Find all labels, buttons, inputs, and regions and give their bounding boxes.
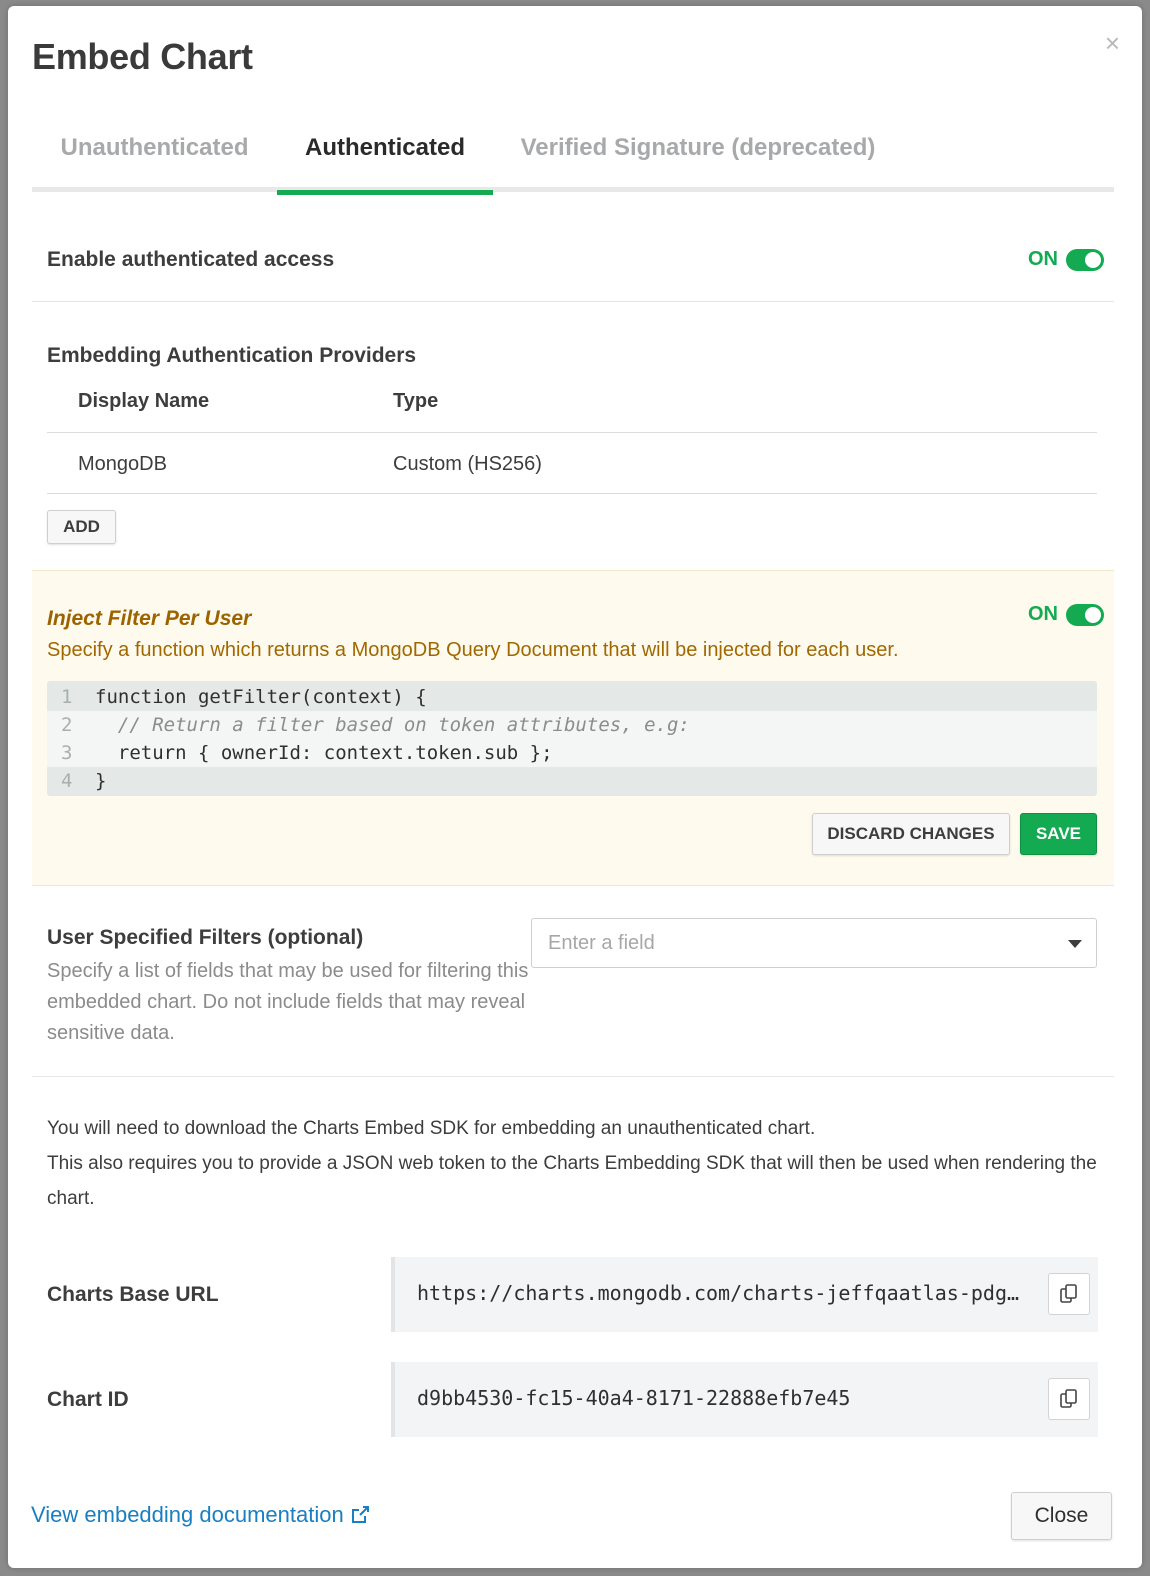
code-line bbox=[47, 767, 1097, 795]
code-line bbox=[47, 683, 1097, 711]
line-number: 1 bbox=[61, 686, 73, 708]
user-filters-heading: User Specified Filters (optional) bbox=[47, 926, 364, 949]
provider-type: Custom (HS256) bbox=[393, 453, 542, 475]
copy-base-url-button[interactable] bbox=[1048, 1273, 1090, 1315]
table-row bbox=[47, 433, 1097, 494]
embedding-docs-link[interactable] bbox=[31, 1502, 370, 1528]
modal-title: Embed Chart bbox=[32, 36, 253, 77]
providers-heading: Embedding Authentication Providers bbox=[47, 344, 417, 367]
embed-chart-modal bbox=[8, 6, 1142, 1568]
table-header-row bbox=[47, 378, 1097, 433]
column-header-display-name: Display Name bbox=[78, 390, 210, 412]
code-text: } bbox=[95, 770, 107, 792]
copy-icon bbox=[1058, 1283, 1080, 1305]
code-line bbox=[47, 711, 1097, 739]
close-button[interactable]: Close bbox=[1011, 1492, 1112, 1540]
inject-filter-section bbox=[32, 570, 1114, 886]
close-icon[interactable]: × bbox=[1104, 28, 1120, 58]
embedding-docs-link-text: View embedding documentation bbox=[31, 1502, 344, 1527]
chart-id-box bbox=[391, 1362, 1098, 1437]
base-url-label: Charts Base URL bbox=[47, 1283, 219, 1306]
code-editor[interactable] bbox=[47, 681, 1097, 796]
discard-changes-button[interactable]: DISCARD CHANGES bbox=[812, 813, 1010, 855]
code-comment: // Return a filter based on token attributes, e.g: bbox=[95, 714, 690, 736]
inject-filter-toggle-group bbox=[1028, 603, 1104, 626]
code-text: function getFilter(context) { bbox=[95, 686, 427, 708]
tab-bar bbox=[32, 126, 1114, 192]
line-number: 3 bbox=[61, 742, 73, 764]
enable-access-toggle-state: ON bbox=[1028, 248, 1058, 270]
tab-unauthenticated[interactable]: Unauthenticated bbox=[60, 134, 249, 161]
tab-verified-signature[interactable]: Verified Signature (deprecated) bbox=[520, 134, 876, 161]
sdk-info-line-1: You will need to download the Charts Embed SDK for embedding an unauthenticated chart. bbox=[47, 1118, 816, 1139]
line-number: 4 bbox=[61, 770, 73, 792]
chevron-down-icon[interactable] bbox=[1068, 940, 1082, 948]
inject-filter-title: Inject Filter Per User bbox=[47, 607, 252, 630]
auth-providers-section bbox=[32, 302, 1114, 570]
column-header-type: Type bbox=[393, 390, 439, 412]
inject-filter-toggle[interactable] bbox=[1066, 604, 1104, 626]
user-filters-description: Specify a list of fields that may be used for filtering this embedded chart. Do not include fields that may reveal sensitive data. bbox=[47, 960, 529, 1044]
line-number: 2 bbox=[61, 714, 73, 736]
tab-authenticated[interactable]: Authenticated bbox=[277, 134, 493, 195]
base-url-box bbox=[391, 1257, 1098, 1332]
inject-filter-toggle-state: ON bbox=[1028, 603, 1058, 625]
chart-id-label: Chart ID bbox=[47, 1388, 129, 1411]
chart-id-value[interactable]: d9bb4530-fc15-40a4-8171-22888efb7e45 bbox=[417, 1386, 851, 1410]
toggle-knob bbox=[1085, 607, 1101, 623]
enable-access-row bbox=[32, 200, 1114, 302]
sdk-info-text bbox=[47, 1111, 1107, 1216]
toggle-knob bbox=[1085, 252, 1101, 268]
user-filters-section bbox=[32, 886, 1114, 1077]
providers-table bbox=[47, 378, 1097, 494]
field-select-placeholder: Enter a field bbox=[548, 932, 655, 954]
base-url-value[interactable]: https://charts.mongodb.com/charts-jeffqaatlas-pdg… bbox=[417, 1281, 1020, 1305]
enable-access-label: Enable authenticated access bbox=[47, 248, 335, 271]
provider-display-name: MongoDB bbox=[78, 453, 167, 475]
sdk-info-line-2: This also requires you to provide a JSON web token to the Charts Embedding SDK that will then be used when rendering the chart. bbox=[47, 1153, 1097, 1209]
save-button[interactable]: SAVE bbox=[1020, 813, 1097, 855]
copy-chart-id-button[interactable] bbox=[1048, 1378, 1090, 1420]
enable-access-toggle[interactable] bbox=[1066, 249, 1104, 271]
code-line bbox=[47, 739, 1097, 767]
inject-filter-description: Specify a function which returns a MongoDB Query Document that will be injected for each user. bbox=[47, 639, 899, 661]
copy-icon bbox=[1058, 1388, 1080, 1410]
code-text: return { ownerId: context.token.sub }; bbox=[95, 742, 553, 764]
add-provider-button[interactable]: ADD bbox=[47, 510, 116, 544]
enable-access-toggle-group bbox=[1028, 248, 1104, 271]
field-select[interactable] bbox=[531, 918, 1097, 968]
external-link-icon bbox=[350, 1505, 370, 1525]
